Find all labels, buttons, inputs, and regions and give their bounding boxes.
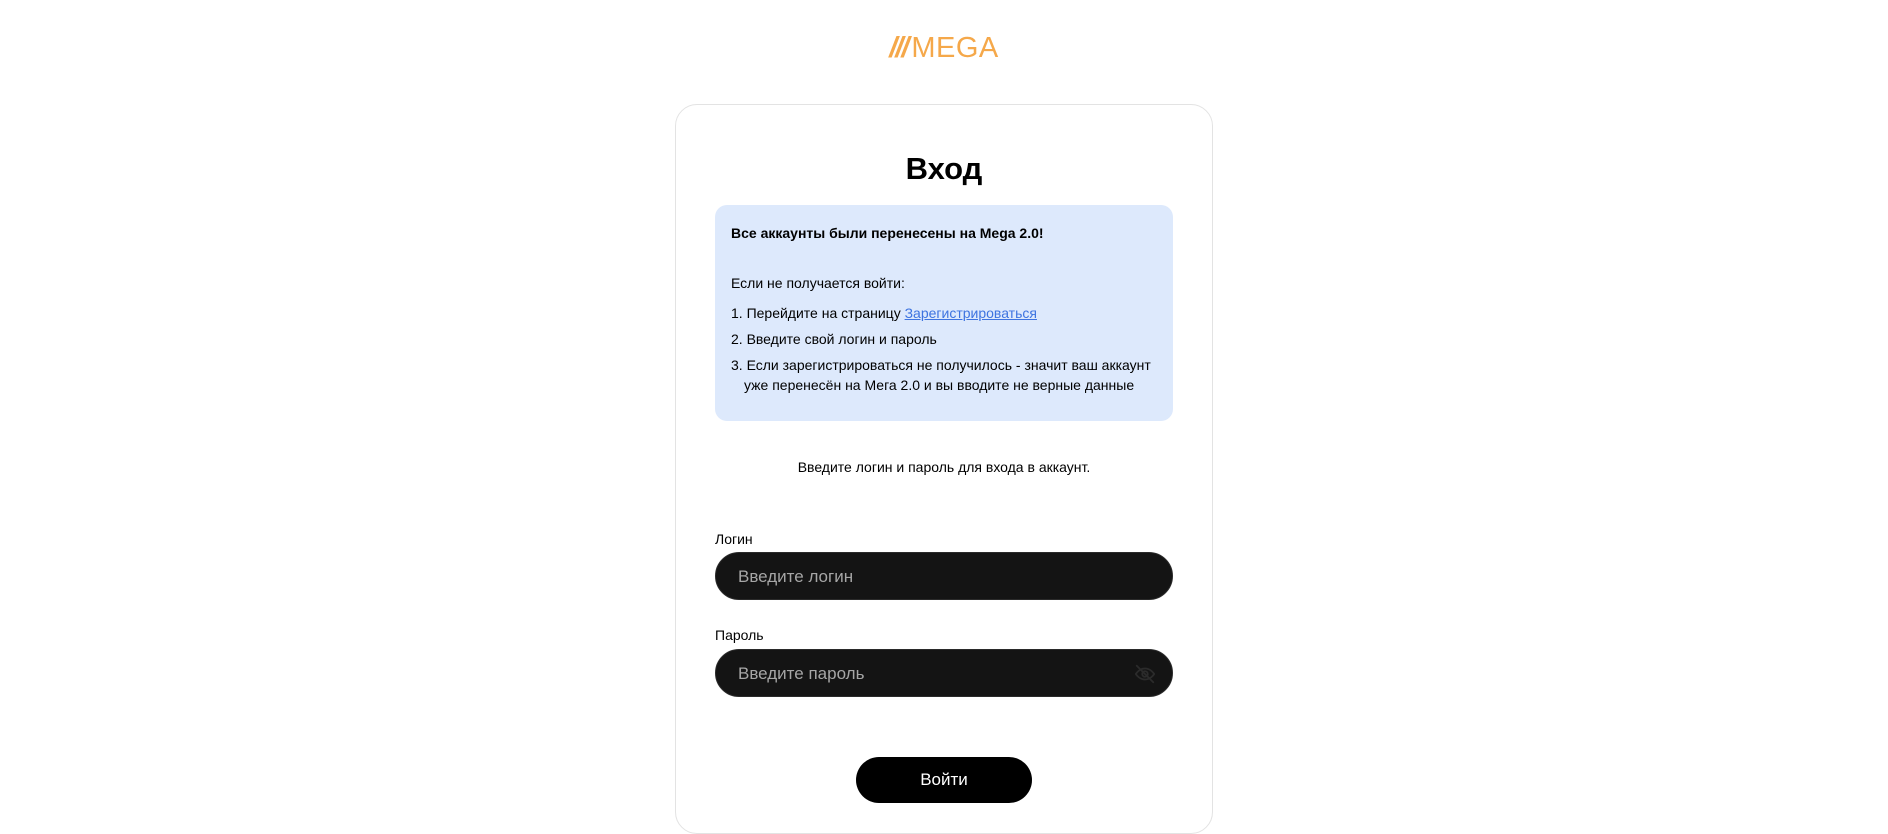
logo-slashes: /// [889,32,908,64]
notice-heading: Все аккаунты были перенесены на Mega 2.0! [731,225,1044,241]
login-field[interactable] [715,552,1173,600]
login-card [675,104,1213,834]
page-title: Вход [905,151,983,186]
notice-step-3: 3. Если зарегистрироваться не получилось - значит ваш аккаунт уже перенесён на Мега 2.0 и вы вводите не верные данные [731,357,1151,393]
password-field-label: Пароль [715,627,764,643]
password-input[interactable] [736,650,1140,698]
password-field[interactable] [715,649,1173,697]
notice-steps [731,303,1157,395]
logo[interactable] [0,34,1888,63]
eye-slash-icon[interactable] [1134,663,1156,685]
notice-step-1-text: 1. Перейдите на страницу [731,305,905,321]
notice-step-1 [731,303,1157,323]
login-button[interactable]: Войти [856,757,1032,803]
login-input[interactable] [736,553,1140,601]
login-field-label: Логин [715,531,753,547]
register-link[interactable]: Зарегистрироваться [904,305,1037,321]
migration-notice [715,205,1173,421]
logo-text: MEGA [911,32,999,64]
notice-intro: Если не получается войти: [731,275,905,291]
form-subtitle: Введите логин и пароль для входа в аккаунт. [797,459,1091,475]
notice-step-2: 2. Введите свой логин и пароль [731,331,937,347]
